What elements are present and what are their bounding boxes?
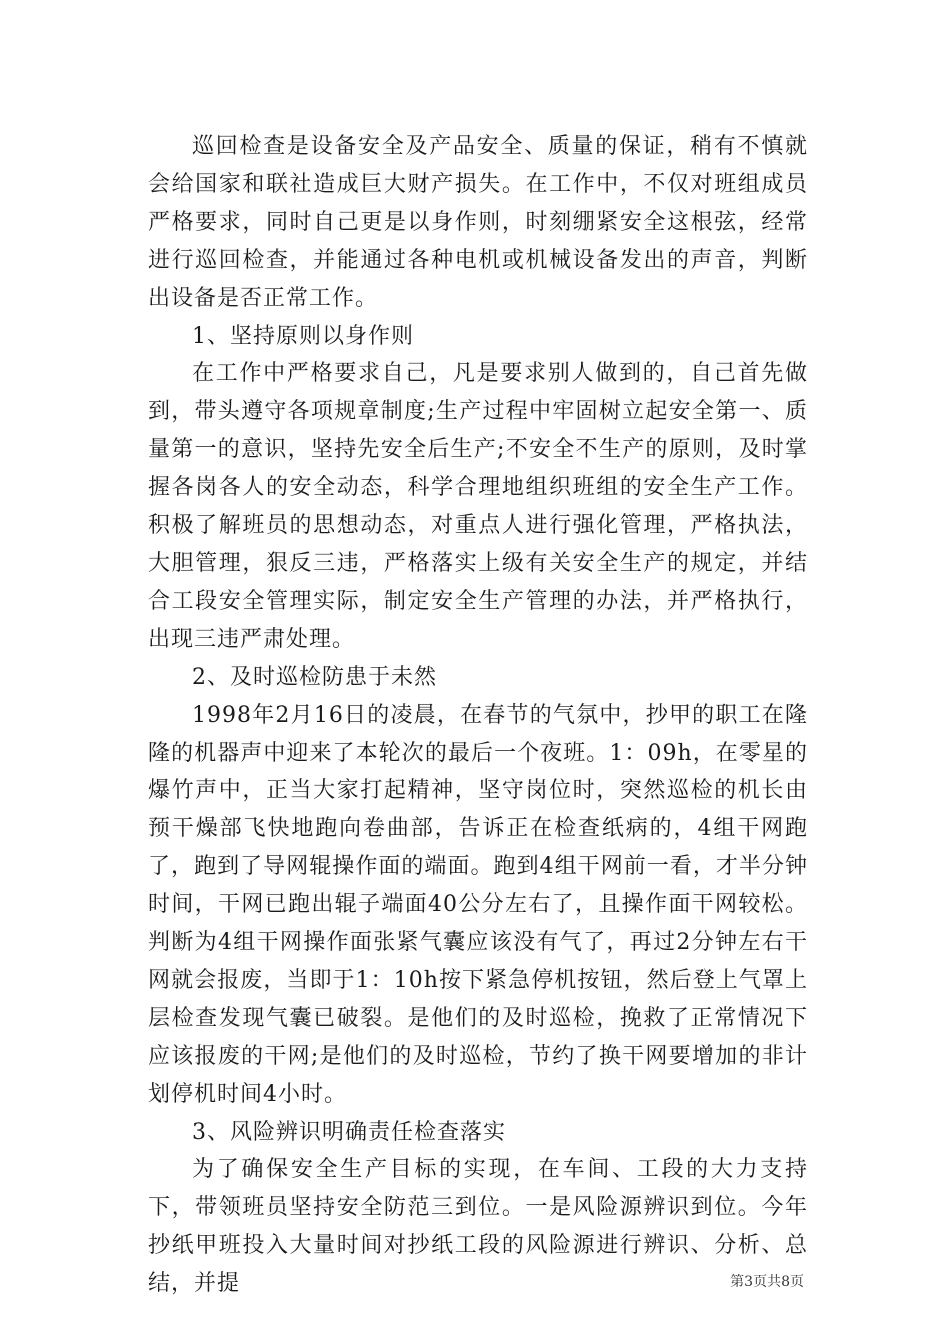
paragraph-risk-identification: 为了确保安全生产目标的实现，在车间、工段的大力支持下，带领班员坚持安全防范三到位。一是风险源辨识到位。今年抄纸甲班投入大量时间对抄纸工段的风险源进行辨识、分析、总结，并提 (148, 1157, 808, 1297)
document-body (148, 128, 808, 1303)
paragraph-inspection-intro: 巡回检查是设备安全及产品安全、质量的保证，稍有不慎就会给国家和联社造成巨大财产损失。在工作中，不仅对班组成员严格要求，同时自己更是以身作则，时刻绷紧安全这根弦，经常进行巡回检查，并能通过各种电机或机械设备发出的声音，判断出设备是否正常工作。 (148, 134, 808, 311)
paragraph-incident-story: 1998年2月16日的凌晨，在春节的气氛中，抄甲的职工在隆隆的机器声中迎来了本轮次的最后一个夜班。1：09h，在零星的爆竹声中，正当大家打起精神，坚守岗位时，突然巡检的机长由预干燥部飞快地跑向卷曲部，告诉正在检查纸病的，4组干网跑了，跑到了导网辊操作面的端面。跑到4组干网前一看，才半分钟时间，干网已跑出辊子端面40公分左右了，且操作面干网较松。判断为4组干网操作面张紧气囊应该没有气了，再过2分钟左右干网就会报废，当即于1：10h按下紧急停机按钮，然后登上气罩上层检查发现气囊已破裂。是他们的及时巡检，挽救了正常情况下应该报废的干网;是他们的及时巡检，节约了换干网要增加的非计划停机时间4小时。 (148, 702, 808, 1107)
page-number-footer: 第3页共8页 (730, 1274, 804, 1290)
section-heading-1: 1、坚持原则以身作则 (192, 323, 414, 349)
paragraph-principles: 在工作中严格要求自己，凡是要求别人做到的，自己首先做到，带头遵守各项规章制度;生产过程中牢固树立起安全第一、质量第一的意识，坚持先安全后生产;不安全不生产的原则，及时掌握各岗各人的安全动态，科学合理地组织班组的安全生产工作。积极了解班员的思想动态，对重点人进行强化管理，严格执法，大胆管理，狠反三违，严格落实上级有关安全生产的规定，并结合工段安全管理实际，制定安全生产管理的办法，并严格执行，出现三违严肃处理。 (148, 361, 808, 652)
section-heading-3: 3、风险辨识明确责任检查落实 (192, 1119, 506, 1145)
section-heading-2: 2、及时巡检防患于未然 (192, 664, 437, 690)
